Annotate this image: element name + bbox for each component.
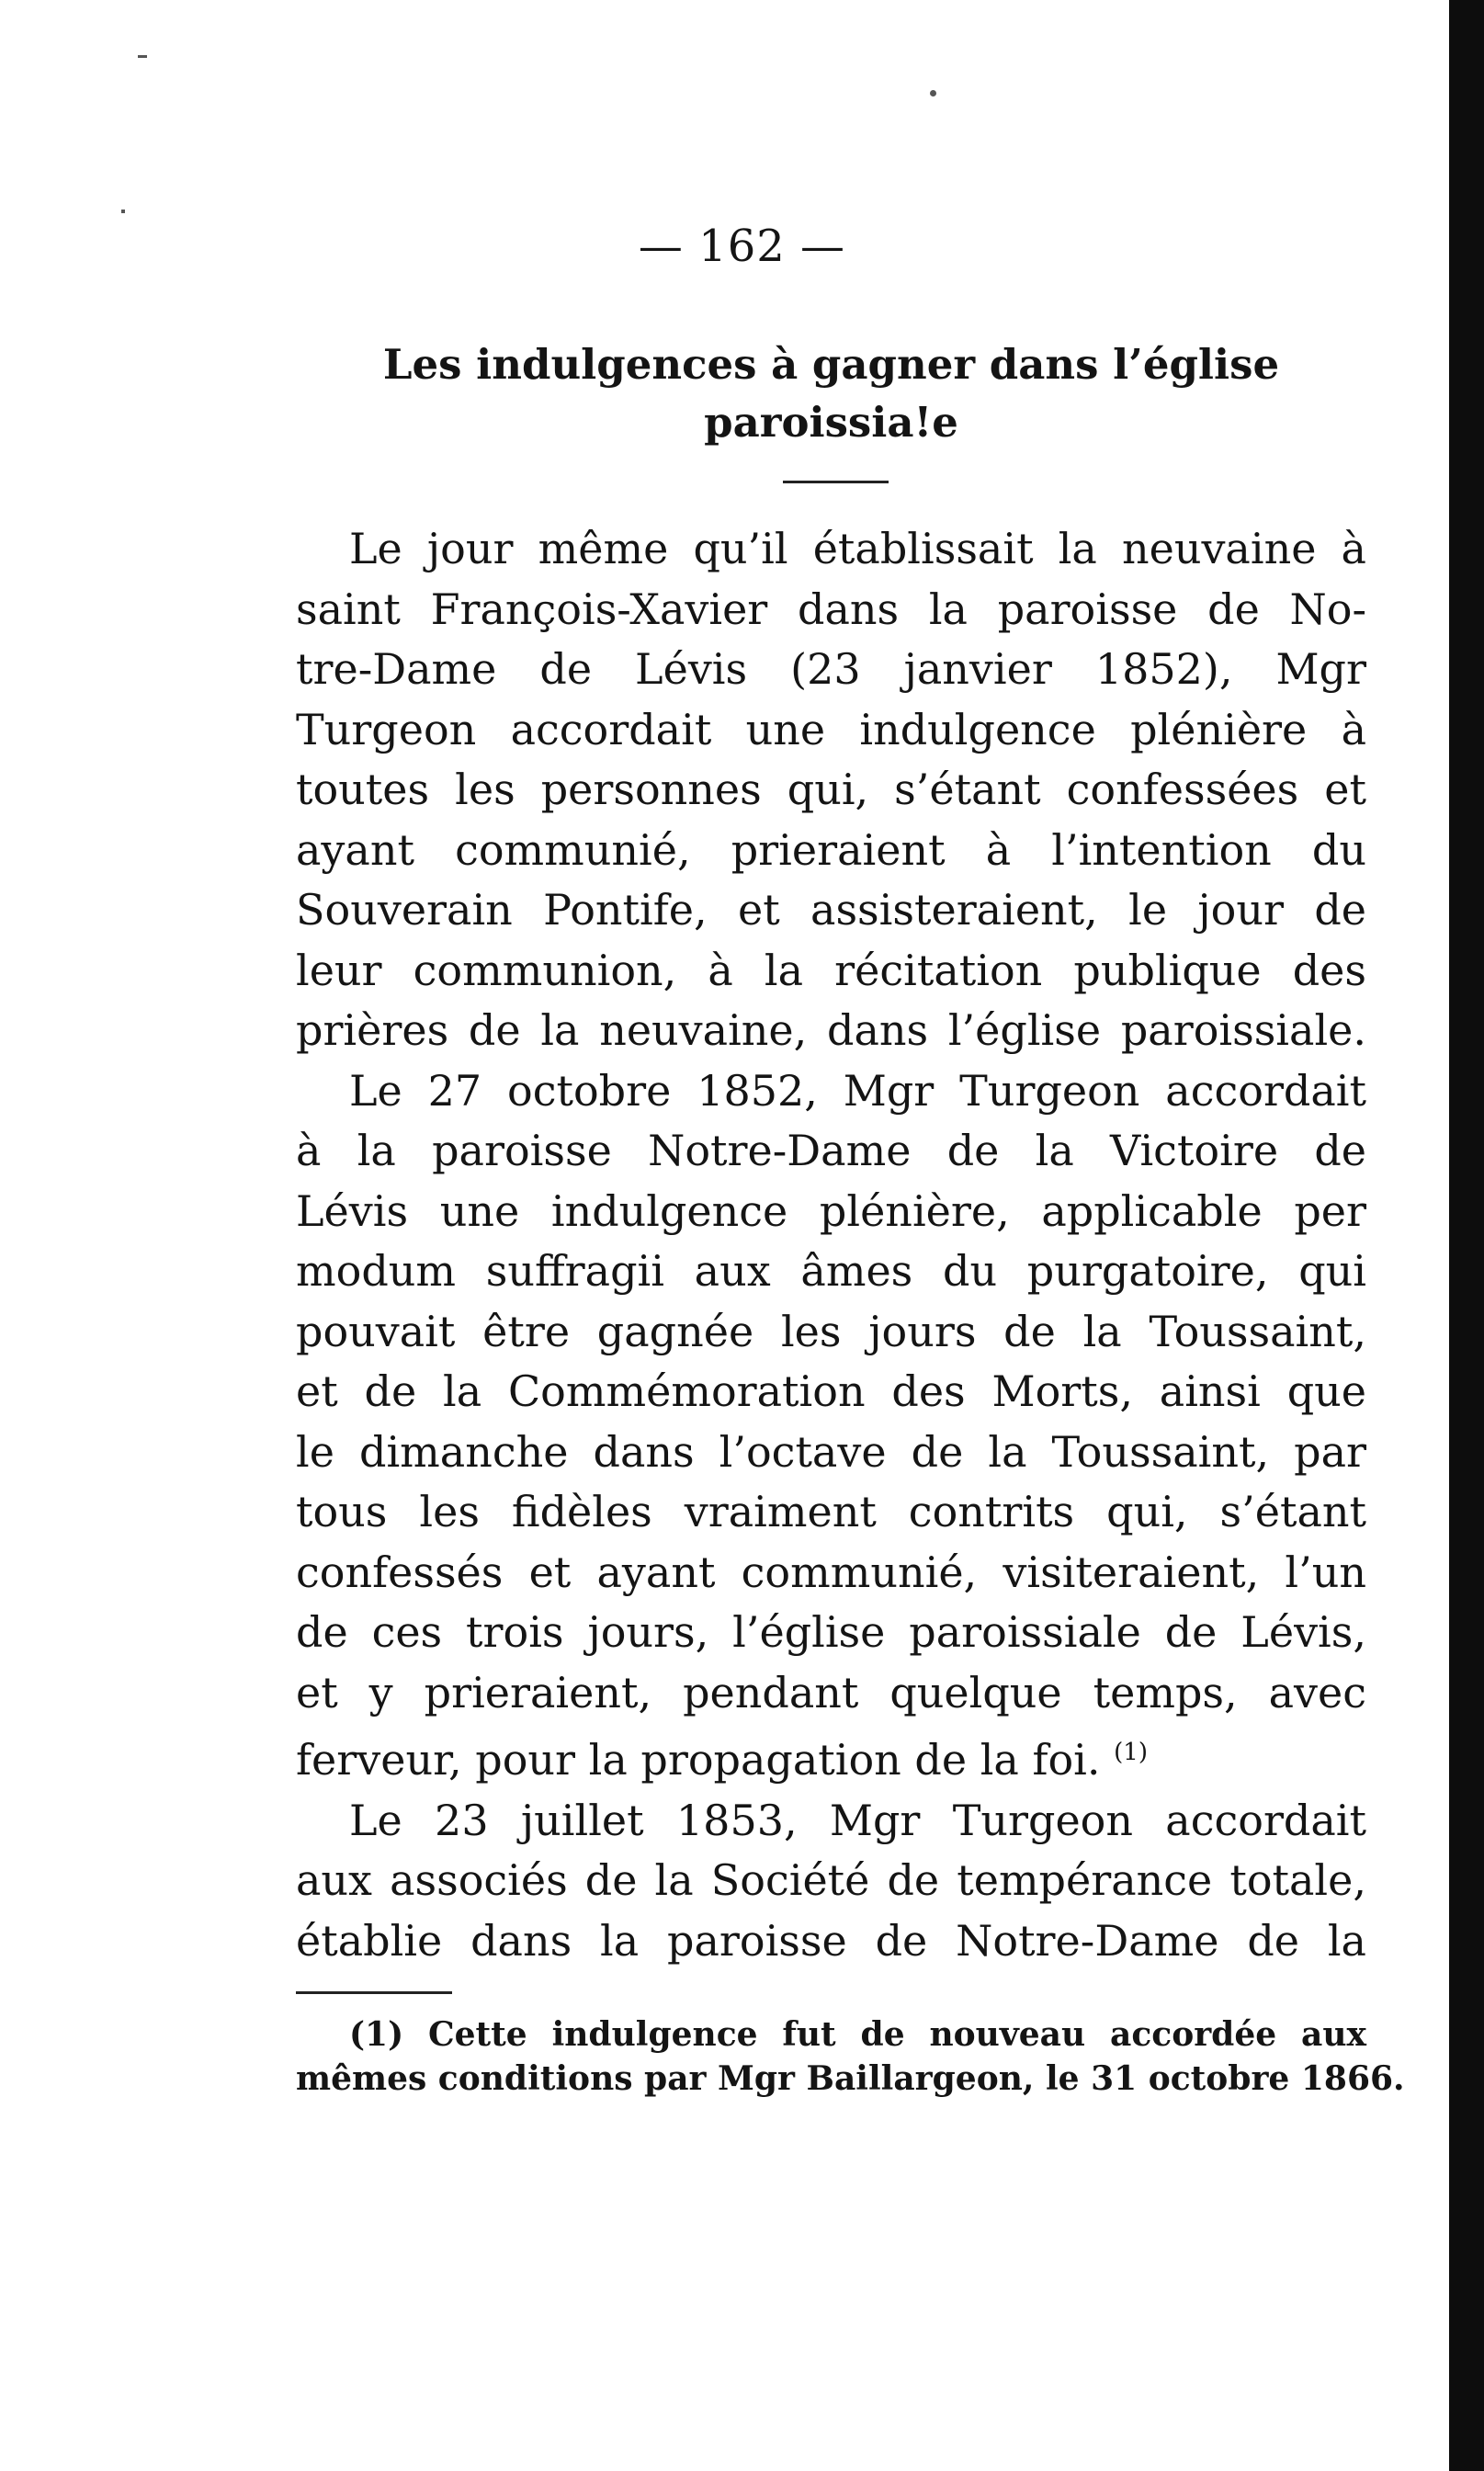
text-line: saint François-Xavier dans la paroisse de No- xyxy=(296,584,1366,634)
text-line: ferveur, pour la propagation de la foi. xyxy=(296,1735,1101,1785)
text-line: Le jour même qu’il établissait la neuvaine à xyxy=(349,524,1366,573)
text-line: prières de la neuvaine, dans l’église paroissiale. xyxy=(296,1005,1366,1055)
text-line: toutes les personnes qui, s’étant confessées et xyxy=(296,765,1366,814)
section-title-line-2: paroissia!e xyxy=(704,398,958,447)
text-line: Souverain Pontife, et assisteraient, le jour de xyxy=(296,885,1366,935)
scan-speck xyxy=(121,210,125,213)
text-line: leur communion, à la récitation publique des xyxy=(296,945,1366,995)
paragraph-1 xyxy=(296,519,1366,1061)
footnote-line: (1) Cette indulgence fut de nouveau accordée aux xyxy=(349,2015,1366,2054)
text-line: confessés et ayant communié, visiteraient, l’un xyxy=(296,1547,1366,1597)
title-divider xyxy=(783,481,889,483)
text-line: le dimanche dans l’octave de la Toussaint, par xyxy=(296,1426,1366,1477)
page-number: — 162 — xyxy=(638,221,846,272)
text-line: pouvait être gagnée les jours de la Toussaint, xyxy=(296,1306,1366,1356)
scan-speck xyxy=(930,90,936,96)
scan-speck xyxy=(138,55,147,58)
text-line: Le 27 octobre 1852, Mgr Turgeon accordait xyxy=(349,1065,1366,1116)
text-line: de ces trois jours, l’église paroissiale de Lévis, xyxy=(296,1607,1366,1657)
text-line: modum suffragii aux âmes du purgatoire, qui xyxy=(296,1246,1366,1296)
paragraph-2 xyxy=(296,1061,1366,1791)
paragraph-3 xyxy=(296,1791,1366,1972)
text-line: établie dans la paroisse de Notre-Dame de la xyxy=(296,1915,1366,1966)
section-title xyxy=(296,335,1366,451)
text-line: aux associés de la Société de tempérance totale, xyxy=(296,1855,1366,1905)
text-line: et y prieraient, pendant quelque temps, avec xyxy=(296,1667,1366,1717)
footnote-reference: (1) xyxy=(1114,1739,1148,1766)
footnote-divider xyxy=(296,1991,452,1994)
body-text xyxy=(296,519,1366,1971)
text-line: tre-Dame de Lévis (23 janvier 1852), Mgr xyxy=(296,644,1366,694)
text-line: tous les fidèles vraiment contrits qui, s’étant xyxy=(296,1487,1366,1536)
footnote xyxy=(296,2012,1405,2101)
section-title-line-1: Les indulgences à gagner dans l’église xyxy=(382,340,1280,389)
text-line: ayant communié, prieraient à l’intention du xyxy=(296,824,1366,875)
text-line: Lévis une indulgence plénière, applicable per xyxy=(296,1185,1366,1236)
text-line-with-note xyxy=(296,1723,1366,1791)
text-line: Le 23 juillet 1853, Mgr Turgeon accordait xyxy=(349,1795,1366,1845)
text-line: à la paroisse Notre-Dame de la Victoire de xyxy=(296,1126,1366,1175)
text-line: et de la Commémoration des Morts, ainsi que xyxy=(296,1366,1366,1416)
scan-edge-border xyxy=(1449,0,1484,2471)
text-line: Turgeon accordait une indulgence plénière à xyxy=(296,704,1366,754)
footnote-line: mêmes conditions par Mgr Baillargeon, le 31 octobre 1866. xyxy=(296,2059,1405,2098)
